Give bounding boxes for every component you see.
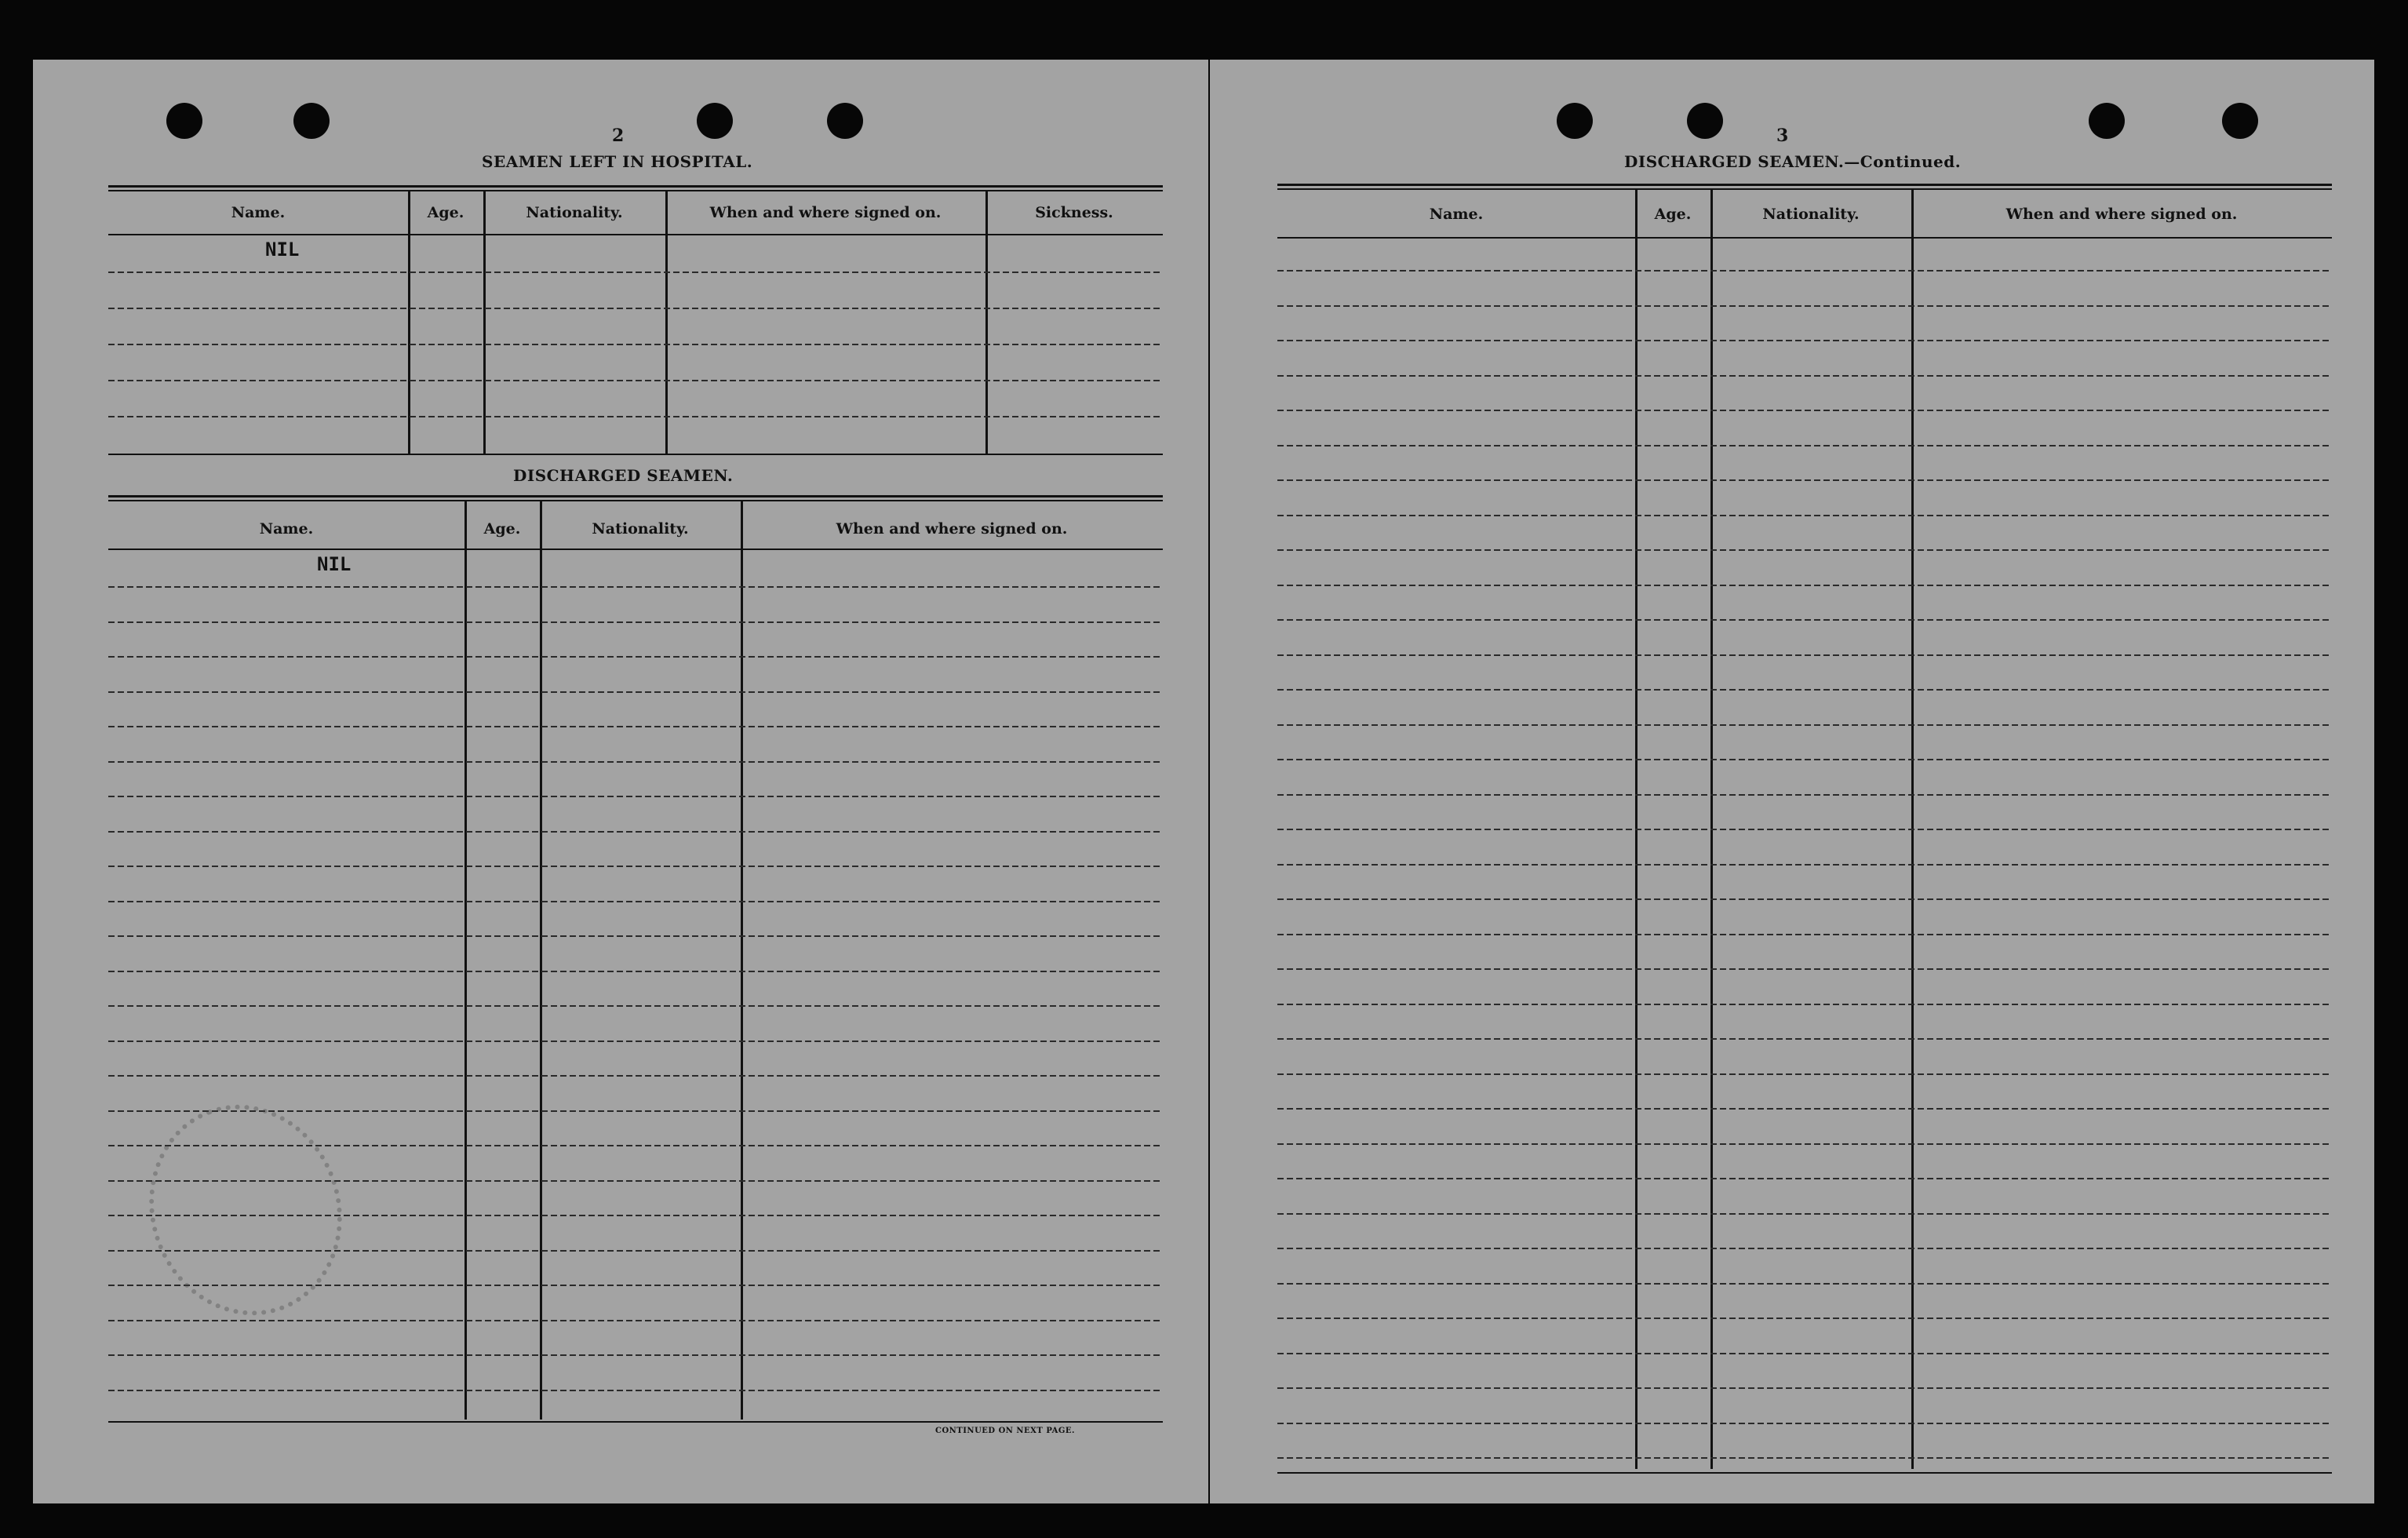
ruled-line [108,1041,1163,1042]
ruled-line [1277,1387,2332,1389]
ruled-line [1277,1248,2332,1249]
ruled-line [1277,270,2332,272]
ruled-line [108,691,1163,693]
col-header-nationality: Nationality. [1762,206,1860,223]
right-page [1210,60,2374,1503]
ruled-line [1277,445,2332,446]
ruled-line [108,971,1163,972]
discharged-table [108,495,1163,1468]
ruled-line [1277,654,2332,656]
ruled-line [1277,898,2332,900]
col-header-age: Age. [483,520,521,538]
ruled-line [1277,1318,2332,1319]
page-number: 2 [612,126,625,146]
ruled-line [1277,549,2332,551]
ruled-line [108,935,1163,937]
punch-hole [166,103,202,139]
ruled-line [108,1354,1163,1356]
punch-hole [2089,103,2125,139]
punch-hole [1557,103,1593,139]
ruled-line [108,796,1163,797]
ruled-line [1277,585,2332,586]
discharged-continued-table [1277,184,2332,1486]
ruled-line [1277,968,2332,970]
ruled-line [108,1005,1163,1007]
hospital-entry-name: NIL [265,239,300,261]
ruled-line [108,726,1163,727]
continued-note: CONTINUED ON NEXT PAGE. [935,1427,1076,1435]
page-number: 3 [1776,126,1789,146]
ruled-line [1277,1353,2332,1354]
ruled-line [1277,1283,2332,1285]
ruled-line [1277,1108,2332,1110]
col-header-nationality: Nationality. [526,204,623,221]
ruled-line [108,831,1163,833]
punch-hole [2222,103,2258,139]
discharged-entry-name: NIL [317,553,352,575]
ruled-line [1277,410,2332,411]
left-page [33,60,1208,1503]
col-header-name: Name. [231,204,286,221]
ruled-line [1277,1423,2332,1424]
ruled-line [108,656,1163,658]
ruled-line [108,761,1163,763]
ruled-line [1277,829,2332,830]
col-header-age: Age. [1654,206,1692,223]
col-header-name: Name. [1429,206,1484,223]
ruled-line [1277,375,2332,377]
hospital-title: SEAMEN LEFT IN HOSPITAL. [482,152,753,171]
ruled-line [1277,1004,2332,1005]
col-header-signed-on: When and where signed on. [2005,206,2238,223]
ruled-line [108,1390,1163,1391]
col-header-signed-on: When and where signed on. [836,520,1068,538]
ruled-line [1277,1143,2332,1145]
ruled-line [1277,305,2332,307]
ruled-line [1277,934,2332,935]
ruled-line [108,586,1163,588]
col-header-age: Age. [427,204,464,221]
ruled-line [108,901,1163,902]
ruled-line [108,866,1163,867]
punch-hole [697,103,733,139]
ruled-line [1277,759,2332,760]
ruled-line [1277,1457,2332,1459]
ruled-line [1277,1213,2332,1215]
ruled-line [1277,340,2332,341]
col-header-name: Name. [259,520,314,538]
punch-hole [293,103,330,139]
ruled-line [1277,515,2332,516]
ruled-line [1277,794,2332,796]
col-header-signed-on: When and where signed on. [709,204,942,221]
discharged-title: DISCHARGED SEAMEN. [513,466,734,485]
ruled-line [1277,1073,2332,1075]
punch-hole [1687,103,1723,139]
punch-hole [827,103,863,139]
col-header-sickness: Sickness. [1035,204,1113,221]
discharged-continued-title: DISCHARGED SEAMEN.—Continued. [1624,152,1962,171]
ruled-line [1277,1178,2332,1179]
ruled-line [108,621,1163,623]
ruled-line [108,1320,1163,1321]
ruled-line [1277,724,2332,726]
ruled-line [1277,619,2332,621]
ruled-line [1277,689,2332,691]
ruled-line [1277,1038,2332,1040]
ruled-line [1277,864,2332,866]
col-header-nationality: Nationality. [592,520,689,538]
ruled-line [1277,479,2332,481]
ruled-line [108,1075,1163,1077]
